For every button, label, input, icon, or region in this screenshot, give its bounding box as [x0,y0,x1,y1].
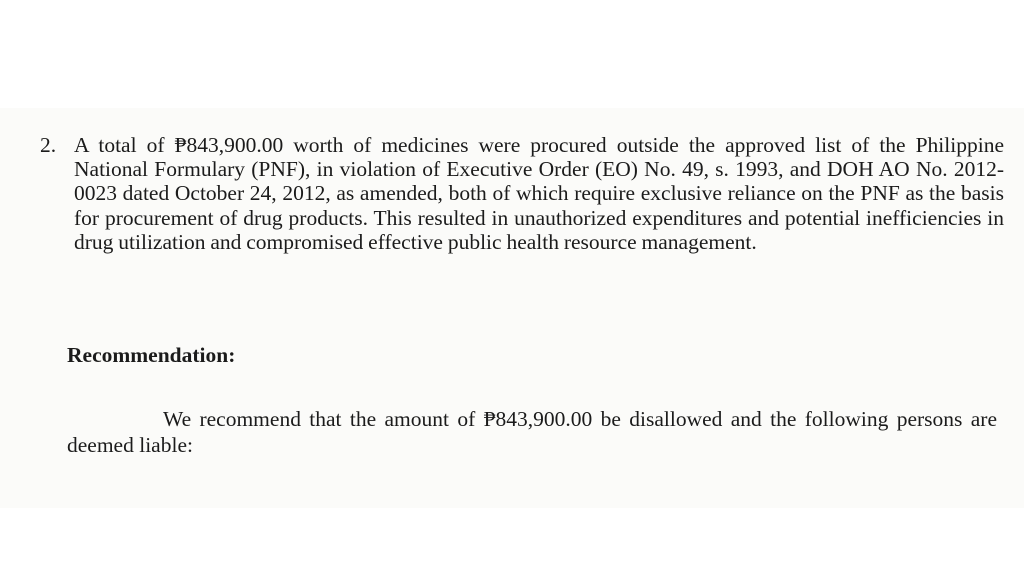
finding-paragraph: A total of ₱843,900.00 worth of medicines were procured outside the approved list of the Philippine National Formulary (PNF), in violation of Executive Order (EO) No. 49, s. 1993, and DOH AO No. 2012-0023 dated October 24, 2012, as amended, both of which require exclusive reliance on the PNF as the basis for procurement of drug products. This resulted in unauthorized expenditures and potential inefficiencies in drug utilization and compromised effective public health resource management. [74,133,1004,254]
recommendation-paragraph: We recommend that the amount of ₱843,900.00 be disallowed and the following persons are deemed liable: [67,407,997,457]
document-excerpt [0,108,1024,508]
recommendation-heading: Recommendation: [67,343,236,367]
finding-number: 2. [40,133,57,157]
